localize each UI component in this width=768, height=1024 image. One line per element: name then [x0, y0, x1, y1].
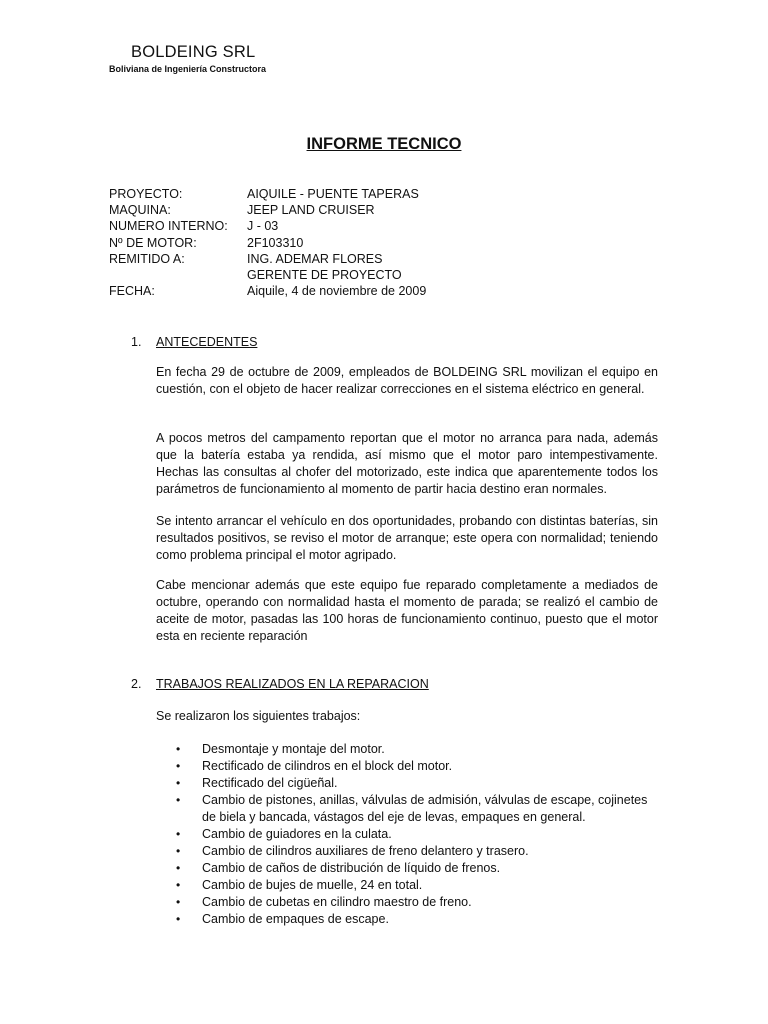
paragraph: En fecha 29 de octubre de 2009, empleados de BOLDEING SRL movilizan el equipo en cuestión, con el objeto de hacer realizar correcciones en el sistema eléctrico en general.: [156, 365, 658, 396]
meta-row-remitido: [109, 251, 669, 267]
section-heading: [131, 334, 661, 350]
section-antecedentes: [131, 334, 661, 350]
list-item: [156, 792, 661, 826]
meta-row-proyecto: [109, 186, 669, 202]
list-item: [156, 911, 661, 928]
meta-value: 2F103310: [247, 235, 304, 250]
meta-label: PROYECTO:: [109, 187, 183, 201]
bullet-dot: •: [176, 759, 181, 773]
meta-label: NUMERO INTERNO:: [109, 219, 228, 234]
meta-value: Aiquile, 4 de noviembre de 2009: [247, 284, 427, 299]
list-item: [156, 758, 661, 775]
list-item: [156, 877, 661, 894]
report-metadata: [109, 186, 669, 299]
list-item-text: Cambio de pistones, anillas, válvulas de admisión, válvulas de escape, cojinetes de biela y bancada, vástagos del eje de levas, empaques en general.: [202, 793, 648, 824]
list-item: [156, 775, 661, 792]
meta-label: Nº DE MOTOR:: [109, 235, 197, 250]
paragraph-intro: Se realizaron los siguientes trabajos:: [156, 709, 361, 723]
meta-value: GERENTE DE PROYECTO: [247, 267, 402, 282]
list-item-text: Cambio de bujes de muelle, 24 en total.: [202, 878, 423, 892]
list-item-text: Cambio de cilindros auxiliares de freno delantero y trasero.: [202, 844, 529, 858]
bullet-dot: •: [176, 895, 181, 909]
work-list: [156, 741, 661, 928]
paragraph: Se intento arrancar el vehículo en dos oportunidades, probando con distintas baterías, sin resultados positivos, se reviso el motor de arranque; este opera con normalidad; teniendo como problema principal el motor agripado.: [156, 514, 658, 562]
meta-value: AIQUILE - PUENTE TAPERAS: [247, 187, 419, 201]
bullet-dot: •: [176, 793, 181, 807]
list-item: [156, 843, 661, 860]
section-heading: [131, 676, 661, 692]
meta-value: JEEP LAND CRUISER: [247, 203, 375, 218]
list-item-text: Desmontaje y montaje del motor.: [202, 742, 385, 756]
bullet-dot: •: [176, 861, 181, 875]
bullet-dot: •: [176, 742, 181, 756]
company-tagline: Boliviana de Ingeniería Constructora: [109, 64, 267, 74]
list-item: [156, 894, 661, 911]
meta-label: MAQUINA:: [109, 203, 171, 218]
list-item-text: Rectificado de cilindros en el block del motor.: [202, 759, 453, 773]
bullet-dot: •: [176, 827, 181, 841]
meta-row-maquina: [109, 202, 669, 218]
meta-row-fecha: [109, 283, 669, 299]
section-title: ANTECEDENTES: [156, 335, 258, 349]
paragraph: A pocos metros del campamento reportan que el motor no arranca para nada, además que la batería estaba ya rendida, así mismo que el motor paro intempestivamente. Hechas las consultas al chofer del motorizado, este indica que aparentemente todos los parámetros de funcionamiento al momento de partir hacia destino eran normales.: [156, 431, 658, 496]
meta-label: FECHA:: [109, 284, 155, 299]
list-item-text: Cambio de caños de distribución de líquido de frenos.: [202, 861, 501, 875]
bullet-dot: •: [176, 844, 181, 858]
list-item-text: Cambio de cubetas en cilindro maestro de freno.: [202, 895, 472, 909]
list-item: [156, 860, 661, 877]
bullet-dot: •: [176, 776, 181, 790]
list-item-text: Cambio de guiadores en la culata.: [202, 827, 392, 841]
bullet-dot: •: [176, 912, 181, 926]
section-number: 1.: [131, 335, 142, 349]
list-item: [156, 741, 661, 758]
bullet-dot: •: [176, 878, 181, 892]
section-title: TRABAJOS REALIZADOS EN LA REPARACION: [156, 677, 429, 691]
meta-value: ING. ADEMAR FLORES: [247, 251, 383, 266]
section-trabajos: [131, 676, 661, 692]
paragraph: Cabe mencionar además que este equipo fue reparado completamente a mediados de octubre, operando con normalidad hasta el momento de parada; se realizó el cambio de aceite de motor, pasadas las 100 horas de funcionamiento continuo, puesto que el motor esta en reciente reparación: [156, 578, 658, 643]
list-item-text: Rectificado del cigüeñal.: [202, 776, 338, 790]
list-item: [156, 826, 661, 843]
meta-row-numero-interno: [109, 218, 669, 234]
meta-row-numero-motor: [109, 235, 669, 251]
meta-label: REMITIDO A:: [109, 251, 185, 266]
company-name: BOLDEING SRL: [131, 43, 256, 61]
section-number: 2.: [131, 677, 142, 691]
list-item-text: Cambio de empaques de escape.: [202, 912, 389, 926]
meta-value: J - 03: [247, 219, 279, 234]
report-title: INFORME TECNICO: [306, 135, 462, 153]
meta-row-cargo: [109, 267, 669, 283]
meta-label: [109, 267, 247, 283]
